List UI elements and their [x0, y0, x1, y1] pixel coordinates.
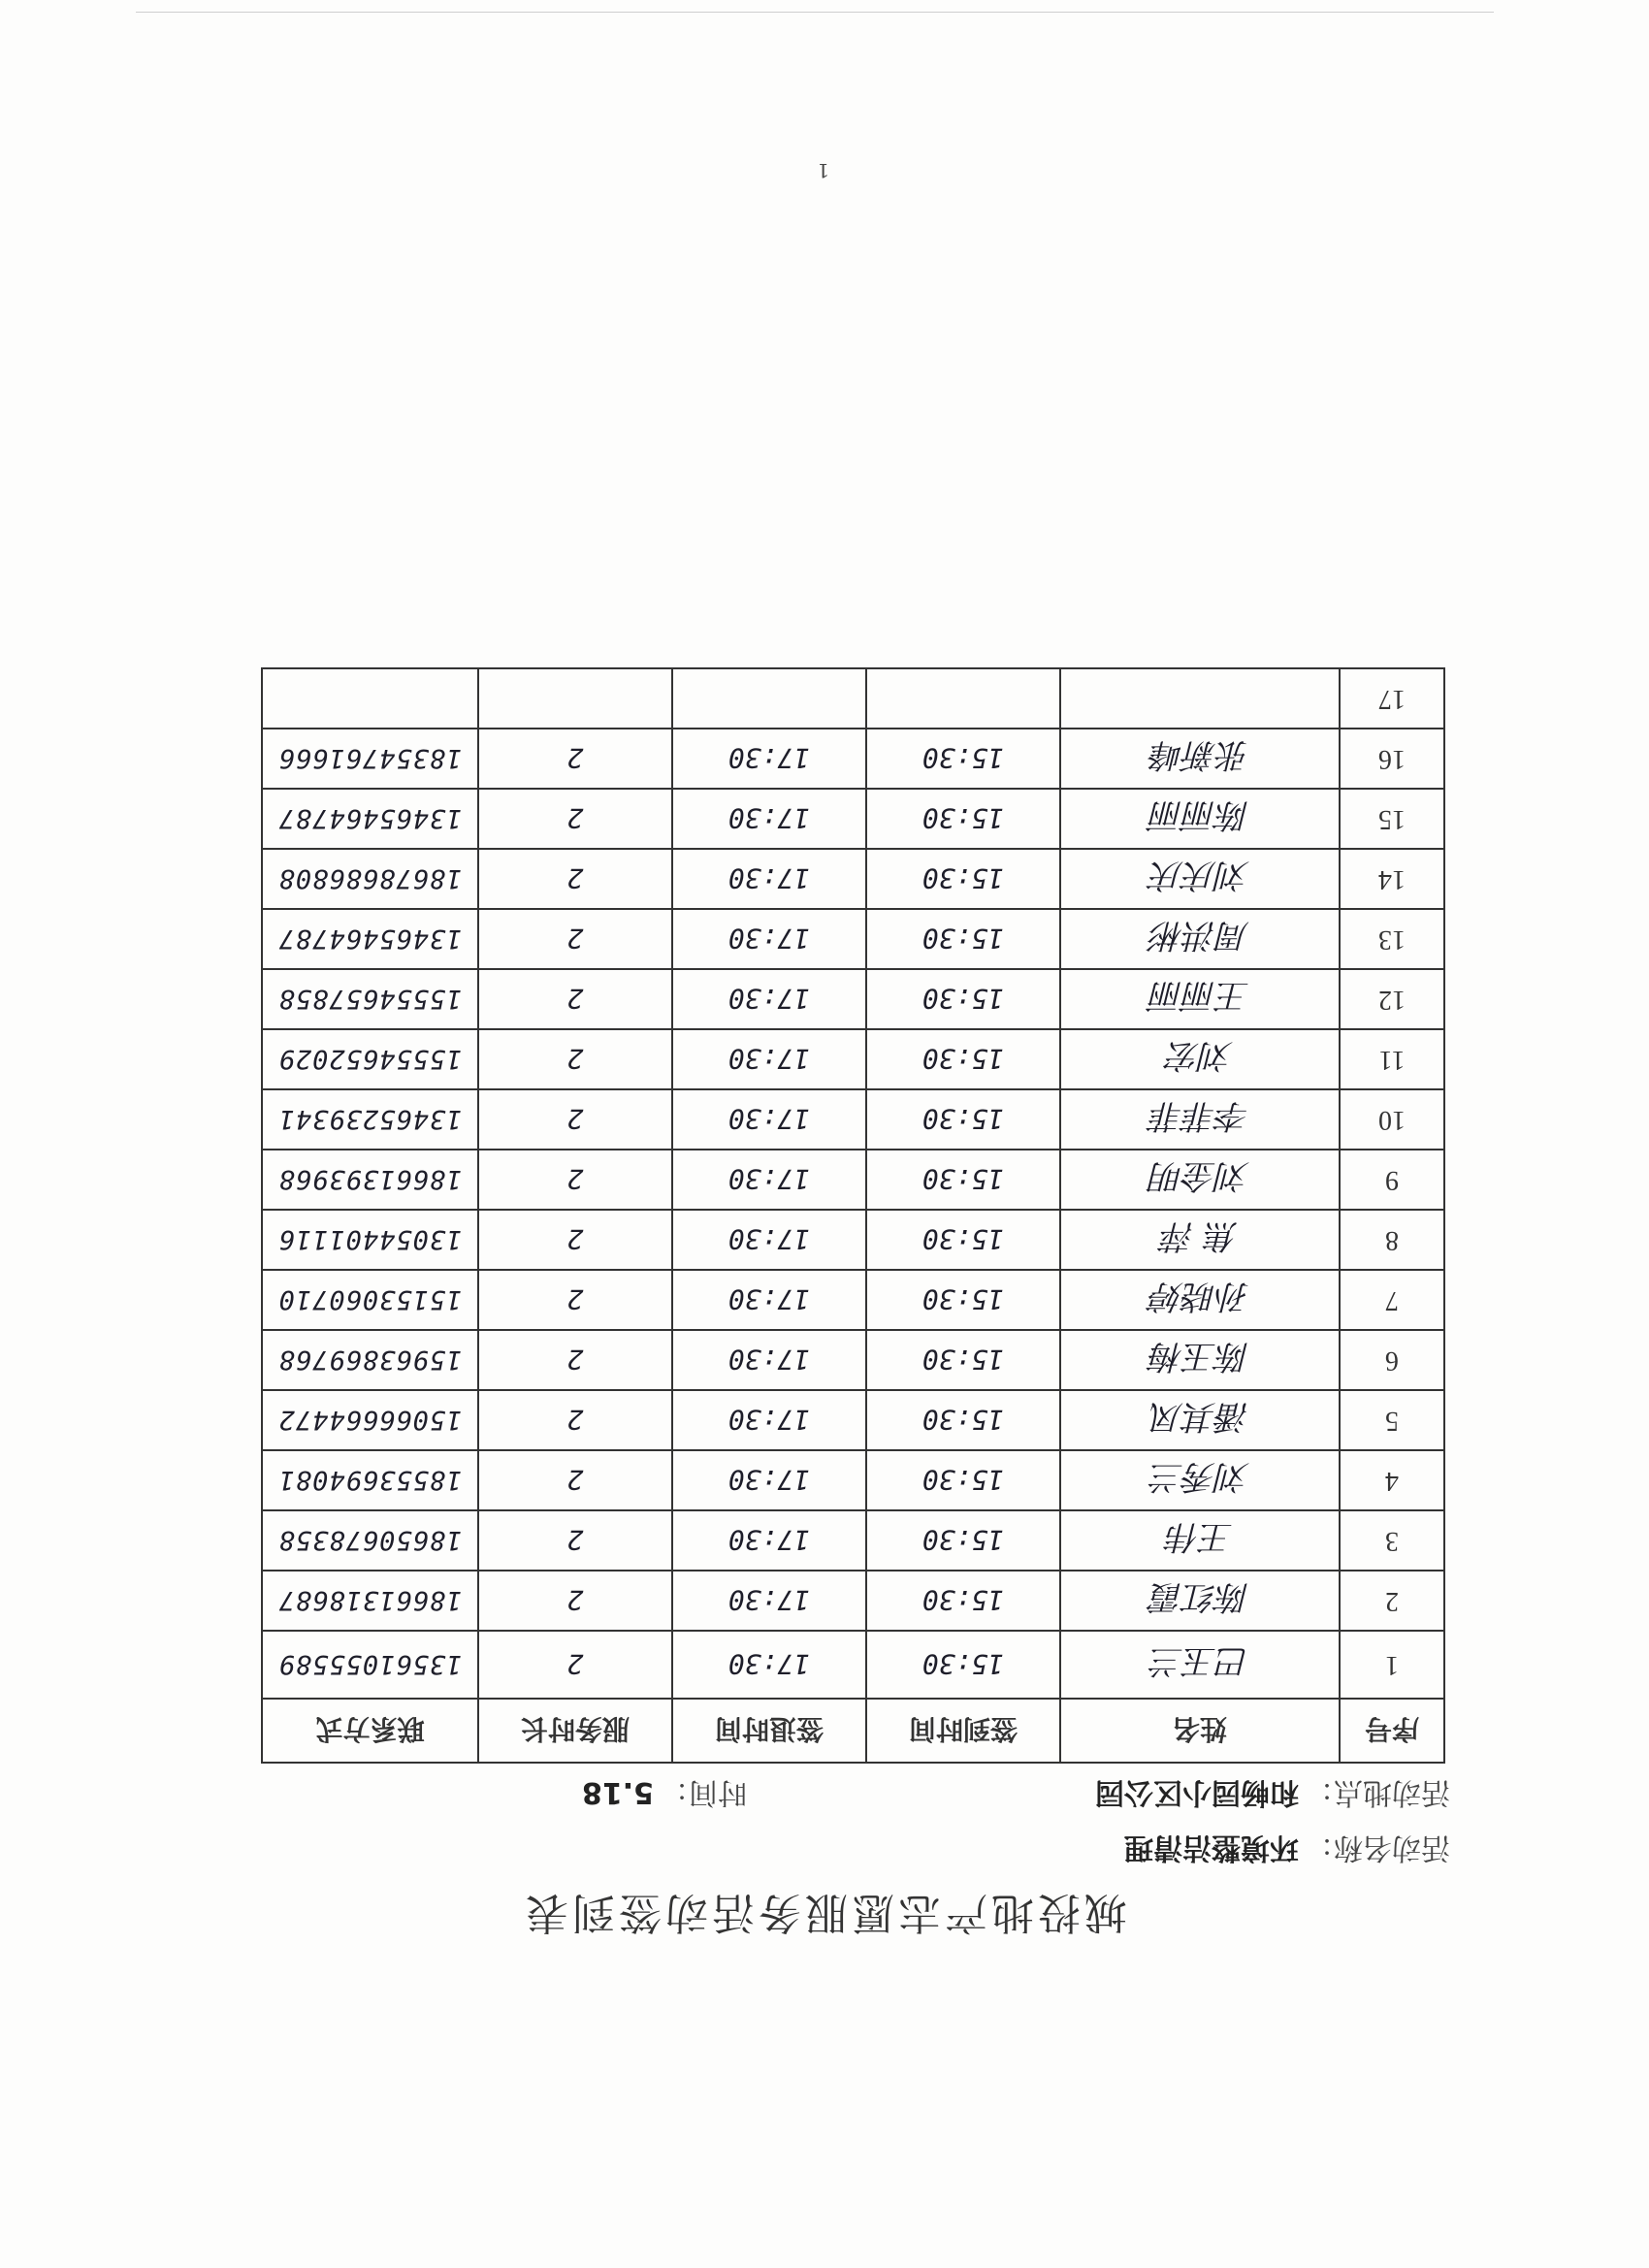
cell-sign-out: 17:30 — [672, 1450, 866, 1510]
cell-name: 刘庆庆 — [1060, 849, 1340, 909]
cell-hours: 2 — [478, 1330, 672, 1390]
cell-no: 12 — [1340, 969, 1444, 1029]
cell-name: 张新峰 — [1060, 729, 1340, 789]
column-header-no: 序号 — [1340, 1699, 1444, 1763]
cell-hours: 2 — [478, 849, 672, 909]
cell-name: 刘金明 — [1060, 1150, 1340, 1210]
sign-in-table — [261, 667, 1445, 1764]
table-row — [262, 668, 1444, 729]
table-row — [262, 1330, 1444, 1390]
table-row — [262, 1450, 1444, 1510]
cell-name: 焦 萍 — [1060, 1210, 1340, 1270]
form-title: 城投地产志愿服务活动签到表 — [522, 1888, 1127, 1937]
cell-sign-in: 15:30 — [866, 1450, 1060, 1510]
cell-name — [1060, 668, 1340, 729]
column-header-contact: 联系方式 — [262, 1699, 478, 1763]
activity-name-value: 环境整洁清理 — [1124, 1831, 1299, 1864]
activity-location-field — [1095, 1774, 1450, 1817]
cell-name: 王丽丽 — [1060, 969, 1340, 1029]
cell-hours: 2 — [478, 1571, 672, 1631]
cell-sign-out: 17:30 — [672, 1571, 866, 1631]
cell-sign-in: 15:30 — [866, 1510, 1060, 1571]
cell-sign-in: 15:30 — [866, 1210, 1060, 1270]
table-row — [262, 1571, 1444, 1631]
table-row — [262, 1390, 1444, 1450]
cell-no: 10 — [1340, 1089, 1444, 1150]
activity-date-label: 时间： — [660, 1775, 747, 1809]
cell-contact: 13561055589 — [262, 1631, 478, 1699]
cell-name: 潘其凤 — [1060, 1390, 1340, 1450]
cell-hours: 2 — [478, 789, 672, 849]
table-row — [262, 1510, 1444, 1571]
cell-sign-out: 17:30 — [672, 1510, 866, 1571]
cell-no: 2 — [1340, 1571, 1444, 1631]
cell-name: 陈红霞 — [1060, 1571, 1340, 1631]
table-row — [262, 849, 1444, 909]
table-row — [262, 789, 1444, 849]
cell-contact: 18661393968 — [262, 1150, 478, 1210]
cell-hours: 2 — [478, 1210, 672, 1270]
cell-sign-out: 17:30 — [672, 1390, 866, 1450]
activity-name-label: 活动名称： — [1305, 1831, 1450, 1864]
cell-name: 陈丽丽 — [1060, 789, 1340, 849]
cell-sign-in: 15:30 — [866, 1330, 1060, 1390]
cell-contact: 15963869768 — [262, 1330, 478, 1390]
cell-no: 14 — [1340, 849, 1444, 909]
cell-sign-out: 17:30 — [672, 1631, 866, 1699]
cell-contact: 15153060710 — [262, 1270, 478, 1330]
cell-sign-out: 17:30 — [672, 969, 866, 1029]
cell-contact: 18650678358 — [262, 1510, 478, 1571]
scan-edge-line — [136, 12, 1494, 13]
cell-no: 1 — [1340, 1631, 1444, 1699]
activity-name-field — [1124, 1830, 1450, 1872]
activity-location-label: 活动地点： — [1305, 1775, 1450, 1809]
cell-sign-in: 15:30 — [866, 789, 1060, 849]
cell-name: 王伟 — [1060, 1510, 1340, 1571]
cell-contact: 18661318687 — [262, 1571, 478, 1631]
cell-name: 刘宏 — [1060, 1029, 1340, 1089]
cell-sign-out: 17:30 — [672, 789, 866, 849]
cell-hours — [478, 668, 672, 729]
cell-sign-out: 17:30 — [672, 1270, 866, 1330]
cell-hours: 2 — [478, 1089, 672, 1150]
cell-no: 4 — [1340, 1450, 1444, 1510]
cell-sign-in: 15:30 — [866, 969, 1060, 1029]
cell-no: 9 — [1340, 1150, 1444, 1210]
cell-name: 刘秀兰 — [1060, 1450, 1340, 1510]
cell-sign-in — [866, 668, 1060, 729]
cell-contact: 15066664472 — [262, 1390, 478, 1450]
table-header-row — [262, 1699, 1444, 1763]
cell-contact: 15554652029 — [262, 1029, 478, 1089]
cell-name: 李菲菲 — [1060, 1089, 1340, 1150]
cell-hours: 2 — [478, 969, 672, 1029]
cell-sign-in: 15:30 — [866, 1390, 1060, 1450]
cell-sign-in: 15:30 — [866, 1029, 1060, 1089]
activity-date-field — [582, 1774, 747, 1817]
cell-sign-out: 17:30 — [672, 1150, 866, 1210]
activity-date-value: 5.18 — [581, 1775, 654, 1809]
cell-contact: 13465464787 — [262, 789, 478, 849]
table-row — [262, 1270, 1444, 1330]
column-header-sign-out: 签退时间 — [672, 1699, 866, 1763]
cell-contact: 18553694081 — [262, 1450, 478, 1510]
cell-contact: 18354761666 — [262, 729, 478, 789]
cell-hours: 2 — [478, 1270, 672, 1330]
cell-no: 16 — [1340, 729, 1444, 789]
table-row — [262, 729, 1444, 789]
cell-hours: 2 — [478, 1510, 672, 1571]
cell-contact: 13465464787 — [262, 909, 478, 969]
table-row — [262, 1631, 1444, 1699]
cell-sign-in: 15:30 — [866, 1571, 1060, 1631]
cell-sign-out: 17:30 — [672, 1210, 866, 1270]
cell-no: 7 — [1340, 1270, 1444, 1330]
cell-no: 15 — [1340, 789, 1444, 849]
table-body — [262, 668, 1444, 1699]
cell-name: 巴玉兰 — [1060, 1631, 1340, 1699]
cell-sign-out: 17:30 — [672, 1330, 866, 1390]
cell-sign-out: 17:30 — [672, 909, 866, 969]
cell-hours: 2 — [478, 909, 672, 969]
cell-hours: 2 — [478, 1450, 672, 1510]
cell-contact: 13465239341 — [262, 1089, 478, 1150]
cell-contact: 18678686808 — [262, 849, 478, 909]
cell-hours: 2 — [478, 729, 672, 789]
activity-location-value: 和畅园小区公园 — [1095, 1775, 1299, 1809]
table-row — [262, 1210, 1444, 1270]
cell-contact — [262, 668, 478, 729]
cell-no: 11 — [1340, 1029, 1444, 1089]
cell-sign-in: 15:30 — [866, 1089, 1060, 1150]
cell-sign-out — [672, 668, 866, 729]
cell-sign-in: 15:30 — [866, 1631, 1060, 1699]
cell-hours: 2 — [478, 1390, 672, 1450]
column-header-sign-in: 签到时间 — [866, 1699, 1060, 1763]
cell-no: 3 — [1340, 1510, 1444, 1571]
cell-no: 8 — [1340, 1210, 1444, 1270]
cell-sign-out: 17:30 — [672, 849, 866, 909]
table-row — [262, 1150, 1444, 1210]
cell-sign-in: 15:30 — [866, 1270, 1060, 1330]
cell-sign-in: 15:30 — [866, 909, 1060, 969]
cell-no: 6 — [1340, 1330, 1444, 1390]
cell-name: 陈玉梅 — [1060, 1330, 1340, 1390]
cell-sign-out: 17:30 — [672, 1029, 866, 1089]
cell-no: 5 — [1340, 1390, 1444, 1450]
cell-contact: 13054401116 — [262, 1210, 478, 1270]
cell-no: 17 — [1340, 668, 1444, 729]
cell-sign-in: 15:30 — [866, 1150, 1060, 1210]
cell-name: 周洪彬 — [1060, 909, 1340, 969]
cell-hours: 2 — [478, 1631, 672, 1699]
cell-no: 13 — [1340, 909, 1444, 969]
table-row — [262, 1029, 1444, 1089]
cell-hours: 2 — [478, 1150, 672, 1210]
table-row — [262, 1089, 1444, 1150]
table-row — [262, 909, 1444, 969]
cell-contact: 15554657858 — [262, 969, 478, 1029]
cell-sign-out: 17:30 — [672, 729, 866, 789]
column-header-hours: 服务时长 — [478, 1699, 672, 1763]
cell-sign-out: 17:30 — [672, 1089, 866, 1150]
table-row — [262, 969, 1444, 1029]
page-number: 1 — [817, 159, 829, 182]
cell-name: 孙晓婷 — [1060, 1270, 1340, 1330]
cell-hours: 2 — [478, 1029, 672, 1089]
cell-sign-in: 15:30 — [866, 849, 1060, 909]
cell-sign-in: 15:30 — [866, 729, 1060, 789]
column-header-name: 姓名 — [1060, 1699, 1340, 1763]
